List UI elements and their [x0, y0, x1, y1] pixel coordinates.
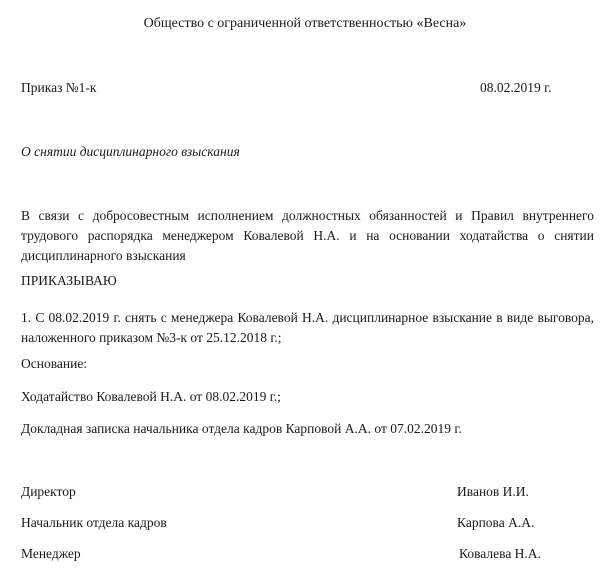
- organization-name: Общество с ограниченной ответственностью «Весна»: [143, 16, 467, 31]
- order-item: 1. С 08.02.2019 г. снять с менеджера Ковалевой Н.А. дисциплинарное взыскание в виде выговора, наложенного приказом №3-к от 25.12.2018 г.;: [21, 310, 594, 345]
- basis-item: Ходатайство Ковалевой Н.А. от 08.02.2019 г.;: [21, 389, 281, 404]
- order-number: Приказ №1-к: [21, 80, 97, 95]
- signature-position: Менеджер: [21, 546, 81, 561]
- signature-position: Директор: [21, 484, 76, 499]
- order-subject: О снятии дисциплинарного взыскания: [21, 144, 240, 159]
- signature-name: Ковалева Н.А.: [459, 546, 541, 561]
- preamble-paragraph: В связи с добросовестным исполнением должностных обязанностей и Правил внутреннего трудового распорядка менеджером Ковалевой Н.А. и на основании ходатайства о снятии дисциплинарного взыскания: [21, 208, 594, 263]
- basis-item: Докладная записка начальника отдела кадров Карповой А.А. от 07.02.2019 г.: [21, 421, 462, 436]
- basis-label: Основание:: [21, 356, 88, 371]
- order-date: 08.02.2019 г.: [480, 80, 552, 95]
- signature-name: Карпова А.А.: [457, 515, 535, 530]
- order-word: ПРИКАЗЫВАЮ: [21, 273, 117, 288]
- signature-name: Иванов И.И.: [457, 484, 529, 499]
- signature-position: Начальник отдела кадров: [21, 515, 167, 530]
